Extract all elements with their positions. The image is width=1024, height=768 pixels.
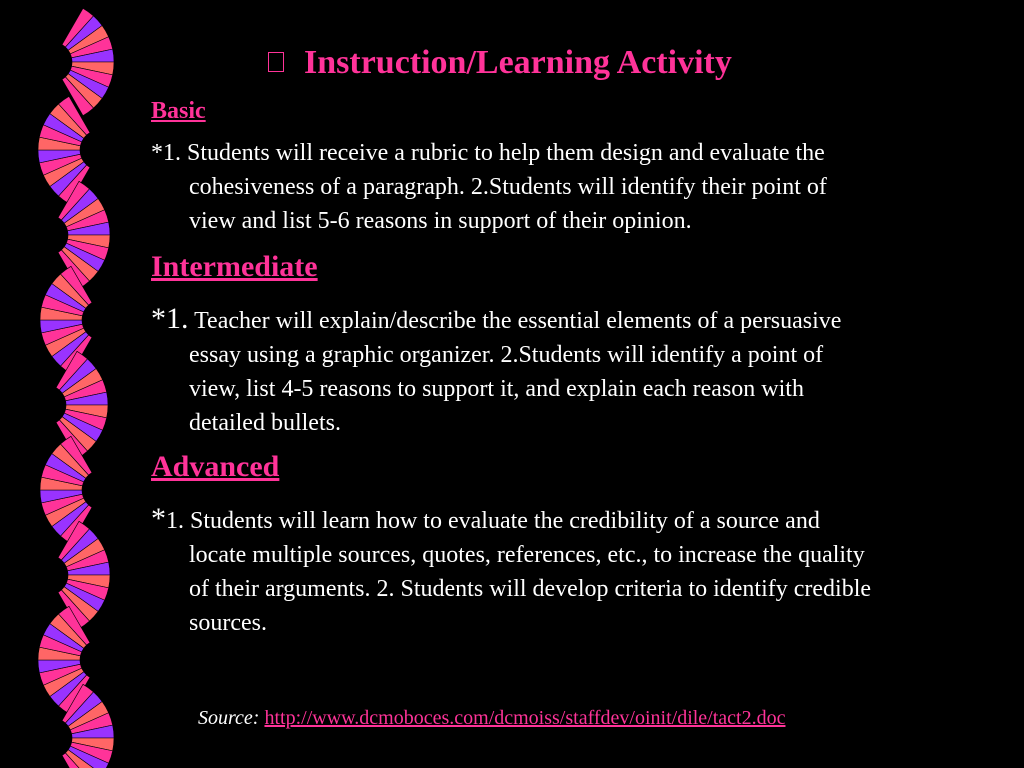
intermediate-line: detailed bullets. bbox=[189, 410, 341, 436]
slide-title bbox=[268, 44, 968, 82]
intermediate-line: Teacher will explain/describe the essential elements of a persuasive bbox=[188, 308, 842, 334]
source-citation bbox=[198, 707, 785, 730]
advanced-heading: Advanced bbox=[151, 450, 280, 483]
advanced-lead: * bbox=[151, 502, 166, 535]
basic-paragraph bbox=[151, 136, 1011, 238]
basic-line: *1. Students will receive a rubric to help them design and evaluate the bbox=[151, 140, 825, 166]
basic-line: view and list 5-6 reasons in support of their opinion. bbox=[189, 208, 692, 234]
advanced-line: locate multiple sources, quotes, references, etc., to increase the quality bbox=[189, 542, 865, 568]
intermediate-first-line bbox=[151, 302, 1011, 338]
advanced-paragraph bbox=[151, 502, 1011, 640]
basic-line: cohesiveness of a paragraph. 2.Students will identify their point of bbox=[189, 174, 827, 200]
square-bullet-icon bbox=[268, 52, 284, 72]
intermediate-line: essay using a graphic organizer. 2.Students will identify a point of bbox=[189, 342, 824, 368]
intermediate-heading: Intermediate bbox=[151, 250, 318, 283]
slide-title-text: Instruction/Learning Activity bbox=[304, 44, 732, 81]
intermediate-lead: *1. bbox=[151, 302, 189, 335]
intermediate-line: view, list 4-5 reasons to support it, and explain each reason with bbox=[189, 376, 804, 402]
advanced-line: 1. Students will learn how to evaluate the credibility of a source and bbox=[166, 508, 820, 534]
advanced-line: sources. bbox=[189, 610, 267, 636]
intermediate-paragraph bbox=[151, 302, 1011, 440]
advanced-line: of their arguments. 2. Students will develop criteria to identify credible bbox=[189, 576, 872, 602]
source-link[interactable]: http://www.dcmoboces.com/dcmoiss/staffdev/oinit/dile/tact2.doc bbox=[264, 707, 786, 729]
fan-ribbon-border-icon bbox=[0, 0, 150, 768]
basic-heading: Basic bbox=[151, 98, 206, 124]
advanced-first-line bbox=[151, 502, 1011, 538]
source-label: Source: bbox=[198, 707, 260, 729]
